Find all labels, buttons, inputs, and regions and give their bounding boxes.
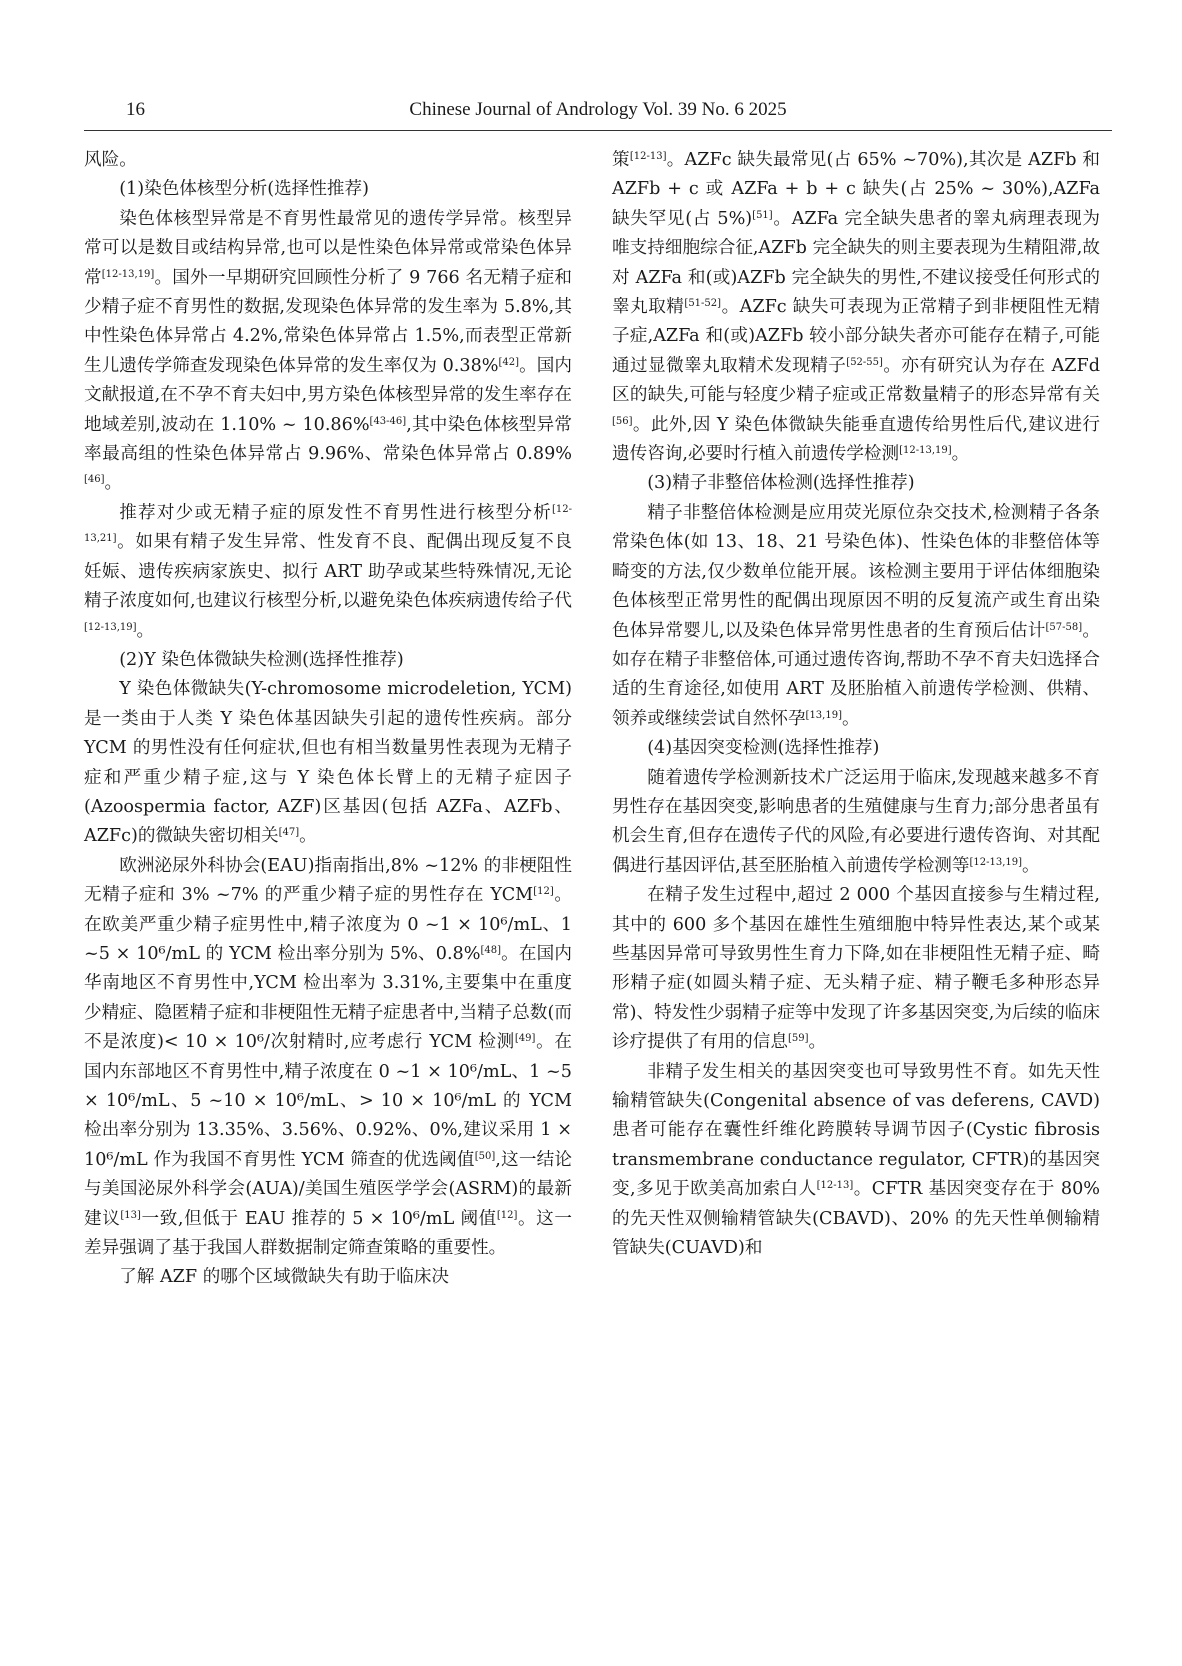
page-number: 16 (126, 99, 145, 120)
citation: [12-13,19] (969, 856, 1023, 868)
citation: [12-13,19] (101, 268, 155, 280)
continuation-paragraph: 风险。 (84, 150, 137, 170)
right-column (612, 146, 1100, 1263)
citation: [43-46] (369, 415, 407, 427)
citation: [59] (787, 1033, 809, 1045)
subheading-aneuploidy: (3)精子非整倍体检测(选择性推荐) (647, 473, 915, 494)
subheading-ycm: (2)Y 染色体微缺失检测(选择性推荐) (119, 649, 404, 670)
citation: [48] (480, 944, 501, 956)
header-rule (84, 130, 1112, 131)
paragraph: 染色体核型异常是不育男性最常见的遗传学异常。核型异常可以是数目或结构异常,也可以是性染色体异常或常染色体异常[12-13,19]。国外一早期研究回顾性分析了 9 766 名无精子症和少精子症不育男性的数据,发现染色体异常的发生率为 5.8%,其中性染色体异常占 4.2%,常染色体异常占 1.5%,而表型正常新生儿遗传学筛查发现染色体异常的发生率仅为 0.38%[42]。国内文献报道,在不孕不育夫妇中,男方染色体核型异常的发生率存在地域差别,波动在 1.10% ~ 10.86%[43-46],其中染色体核型异常率最高组的性染色体异常占 9.96%、常染色体异常占 0.89%[46]。 (84, 208, 573, 494)
citation: [13,19] (805, 709, 842, 721)
citation: [12] (533, 886, 554, 898)
citation: [51-52] (684, 298, 722, 310)
continuation-paragraph: 策[12-13]。AZFc 缺失最常见(占 65% ~70%),其次是 AZFb 和 AZFb + c 或 AZFa + b + c 缺失(占 25% ~ 30%),AZFa 缺失罕见(占 5%)[51]。AZFa 完全缺失患者的睾丸病理表现为唯支持细胞综合征,AZFb 完全缺失的则主要表现为生精阻滞,故对 AZFa 和(或)AZFb 完全缺失的男性,不建议接受任何形式的睾丸取精[51-52]。AZFc 缺失可表现为正常精子到非梗阻性无精子症,AZFa 和(或)AZFb 较小部分缺失者亦可能存在精子,可能通过显微睾丸取精术发现精子[52-55]。亦有研究认为存在 AZFd 区的缺失,可能与轻度少精子症或正常数量精子的形态异常有关[56]。此外,因 Y 染色体微缺失能垂直遗传给男性后代,建议进行遗传咨询,必要时行植入前遗传学检测[12-13,19]。 (612, 150, 1100, 465)
journal-title: Chinese Journal of Andrology Vol. 39 No. 6 2025 (409, 99, 787, 120)
paragraph: 推荐对少或无精子症的原发性不育男性进行核型分析[12-13,21]。如果有精子发生异常、性发育不良、配偶出现反复不良妊娠、遗传疾病家族史、拟行 ART 助孕或某些特殊情况,无论精子浓度如何,也建议行核型分析,以避免染色体疾病遗传给子代[12-13,19]。 (84, 502, 572, 641)
left-column (84, 146, 572, 1293)
citation: [12-13,19] (84, 621, 137, 633)
citation: [52-55] (846, 356, 883, 368)
citation: [47] (278, 827, 300, 839)
paragraph: 了解 AZF 的哪个区域微缺失有助于临床决 (119, 1267, 450, 1288)
paragraph: 精子非整倍体检测是应用荧光原位杂交技术,检测精子各条常染色体(如 13、18、21 号染色体)、性染色体的非整倍体等畸变的方法,仅少数单位能开展。该检测主要用于评估体细胞染色体核型正常男性的配偶出现原因不明的反复流产或生育出染色体异常婴儿,以及染色体异常男性患者的生育预后估计[57-58]。如存在精子非整倍体,可通过遗传咨询,帮助不孕不育夫妇选择合适的生育途径,如使用 ART 及胚胎植入前遗传学检测、供精、领养或继续尝试自然怀孕[13,19]。 (612, 502, 1100, 729)
citation: [51] (752, 209, 773, 221)
citation: [12] (496, 1209, 518, 1221)
citation: [12-13] (629, 151, 667, 162)
citation: [13] (120, 1209, 141, 1221)
citation: [12-13] (816, 1180, 854, 1192)
running-header (84, 98, 1112, 130)
paragraph: 非精子发生相关的基因突变也可导致男性不育。如先天性输精管缺失(Congenital absence of vas deferens, CAVD)患者可能存在囊性纤维化跨膜转导调节因子(Cystic fibrosis transmembrane conductance regulator, CFTR)的基因突变,多见于欧美高加索白人[12-13]。CFTR 基因突变存在于 80% 的先天性双侧输精管缺失(CBAVD)、20% 的先天性单侧输精管缺失(CUAVD)和 (612, 1061, 1100, 1259)
paragraph: 欧洲泌尿外科协会(EAU)指南指出,8% ~12% 的非梗阻性无精子症和 3% ~7% 的严重少精子症的男性存在 YCM[12]。在欧美严重少精子症男性中,精子浓度为 0 ~1 × 10⁶/mL、1 ~5 × 10⁶/mL 的 YCM 检出率分别为 5%、0.8%[48]。在国内华南地区不育男性中,YCM 检出率为 3.31%,主要集中在重度少精症、隐匿精子症和非梗阻性无精子症患者中,当精子总数(而不是浓度)< 10 × 10⁶/次射精时,应考虑行 YCM 检测[49]。在国内东部地区不育男性中,精子浓度在 0 ~1 × 10⁶/mL、1 ~5 × 10⁶/mL、5 ~10 × 10⁶/mL、> 10 × 10⁶/mL 的 YCM 检出率分别为 13.35%、3.56%、0.92%、0%,建议采用 1 × 10⁶/mL 作为我国不育男性 YCM 筛查的优选阈值[50],这一结论与美国泌尿外科学会(AUA)/美国生殖医学学会(ASRM)的最新建议[13]一致,但低于 EAU 推荐的 5 × 10⁶/mL 阈值[12]。这一差异强调了基于我国人群数据制定筛查策略的重要性。 (84, 855, 572, 1259)
paragraph: 在精子发生过程中,超过 2 000 个基因直接参与生精过程,其中的 600 多个基因在雄性生殖细胞中特异性表达,某个或某些基因异常可导致男性生育力下降,如在非梗阻性无精子症、畸形精子症(如圆头精子症、无头精子症、精子鞭毛多种形态异常)、特发性少弱精子症等中发现了许多基因突变,为后续的临床诊疗提供了有用的信息[59]。 (612, 885, 1100, 1053)
citation: [50] (474, 1150, 496, 1162)
citation: [56] (612, 415, 633, 427)
citation: [49] (514, 1033, 536, 1045)
citation: [46] (84, 474, 105, 486)
paragraph: 随着遗传学检测新技术广泛运用于临床,发现越来越多不育男性存在基因突变,影响患者的生殖健康与生育力;部分患者虽有机会生育,但存在遗传子代的风险,有必要进行遗传咨询、对其配偶进行基因评估,甚至胚胎植入前遗传学检测等[12-13,19]。 (612, 767, 1100, 876)
paragraph: Y 染色体微缺失(Y-chromosome microdeletion, YCM)是一类由于人类 Y 染色体基因缺失引起的遗传性疾病。部分 YCM 的男性没有任何症状,但也有相当数量男性表现为无精子症和严重少精子症,这与 Y 染色体长臂上的无精子症因子(Azoospermia factor, AZF)区基因(包括 AZFa、AZFb、AZFc)的微缺失密切相关[47]。 (84, 679, 572, 847)
citation: [12-13,21] (84, 503, 572, 545)
subheading-gene-mutation: (4)基因突变检测(选择性推荐) (647, 738, 880, 759)
citation: [42] (498, 356, 520, 368)
citation: [12-13,19] (899, 445, 952, 457)
citation: [57-58] (1045, 621, 1083, 633)
subheading-karyotype: (1)染色体核型分析(选择性推荐) (119, 179, 369, 200)
